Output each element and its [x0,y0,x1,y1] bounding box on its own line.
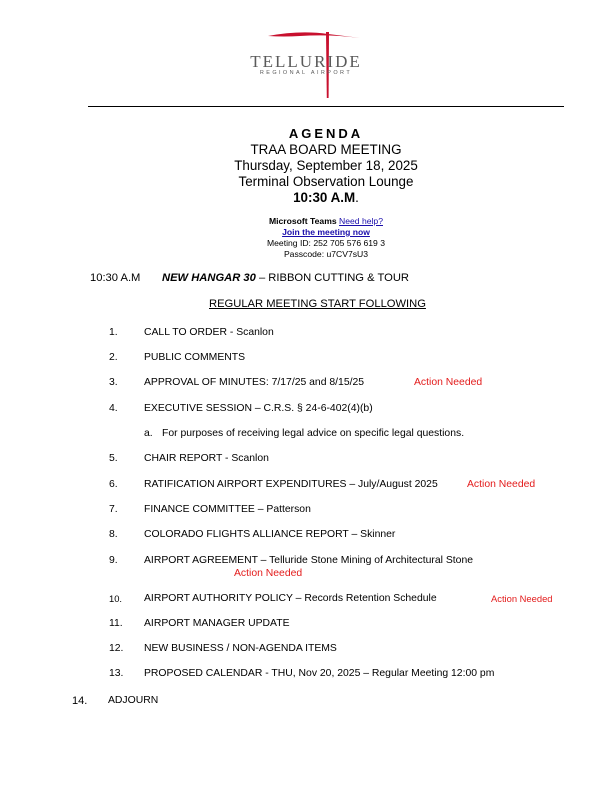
item-number: 10. [109,593,123,604]
item-number: 2. [109,352,118,363]
meeting-passcode: Passcode: u7CV7sU3 [283,249,369,259]
header-divider [88,106,564,107]
meeting-location: Terminal Observation Lounge [238,174,414,189]
teams-label: Microsoft Teams [268,216,337,226]
item-text: FINANCE COMMITTEE – Patterson [144,504,311,515]
need-help-link[interactable]: Need help? [339,216,383,226]
item-number: 13. [109,668,124,679]
item-number: 5. [109,453,118,464]
item-number: 14. [72,695,88,707]
item-number: 8. [109,529,118,540]
item-number: 3. [109,377,118,388]
page-title: AGENDA [288,126,364,141]
meeting-date: Thursday, September 18, 2025 [234,158,418,173]
meeting-id: Meeting ID: 252 705 576 619 3 [266,238,385,248]
item-number: 9. [109,555,118,566]
join-row [0,227,612,238]
item-text: RATIFICATION AIRPORT EXPENDITURES – July/August 2025 [144,479,438,490]
meeting-time-value: 10:30 A.M [293,190,356,205]
item-text: ADJOURN [108,695,159,706]
item-text: AIRPORT AUTHORITY POLICY – Records Retention Schedule [144,593,437,604]
meeting-time [0,190,612,205]
action-needed-label: Action Needed [414,377,483,388]
item-text: PROPOSED CALENDAR - THU, Nov 20, 2025 – Regular Meeting 12:00 pm [144,668,495,679]
item-text: NEW BUSINESS / NON-AGENDA ITEMS [144,643,337,654]
join-meeting-link[interactable]: Join the meeting now [282,227,370,237]
item-text: CHAIR REPORT - Scanlon [144,453,269,464]
action-needed-label: Action Needed [467,479,536,490]
item-number: 7. [109,504,118,515]
logo-swoosh [268,32,360,38]
item-number: 4. [109,403,118,414]
action-needed-label: Action Needed [491,593,553,604]
item-text: AIRPORT AGREEMENT – Telluride Stone Mining of Architectural Stone [144,555,473,566]
item-number: 11. [109,618,123,629]
logo-subtitle: REGIONAL AIRPORT [259,70,353,76]
ribbon-time: 10:30 A.M [90,272,141,284]
meeting-name: TRAA BOARD MEETING [250,142,402,157]
item-text: EXECUTIVE SESSION – C.R.S. § 24-6-402(4)(b) [144,403,373,414]
ribbon-description: – RIBBON CUTTING & TOUR [255,272,409,284]
item-number: 12. [109,643,124,654]
teams-header [0,216,612,227]
item-text: CALL TO ORDER - Scanlon [144,327,274,338]
subitem-text: For purposes of receiving legal advice on specific legal questions. [162,428,465,439]
meeting-time-period: . [355,190,359,205]
item-number: 6. [109,479,118,490]
logo-wordmark: TELLURIDE [250,52,362,71]
ribbon-event: NEW HANGAR 30 [162,272,256,284]
item-text: COLORADO FLIGHTS ALLIANCE REPORT – Skinner [144,529,396,540]
item-text: PUBLIC COMMENTS [144,352,246,363]
item-number: 1. [109,327,118,338]
ribbon-cutting-line [90,272,409,284]
item-text: APPROVAL OF MINUTES: 7/17/25 and 8/15/25 [144,377,365,388]
regular-meeting-heading: REGULAR MEETING START FOLLOWING [209,298,426,310]
action-needed-label: Action Needed [234,568,303,579]
item-text: AIRPORT MANAGER UPDATE [144,618,290,629]
subitem-letter: a. [144,428,153,439]
